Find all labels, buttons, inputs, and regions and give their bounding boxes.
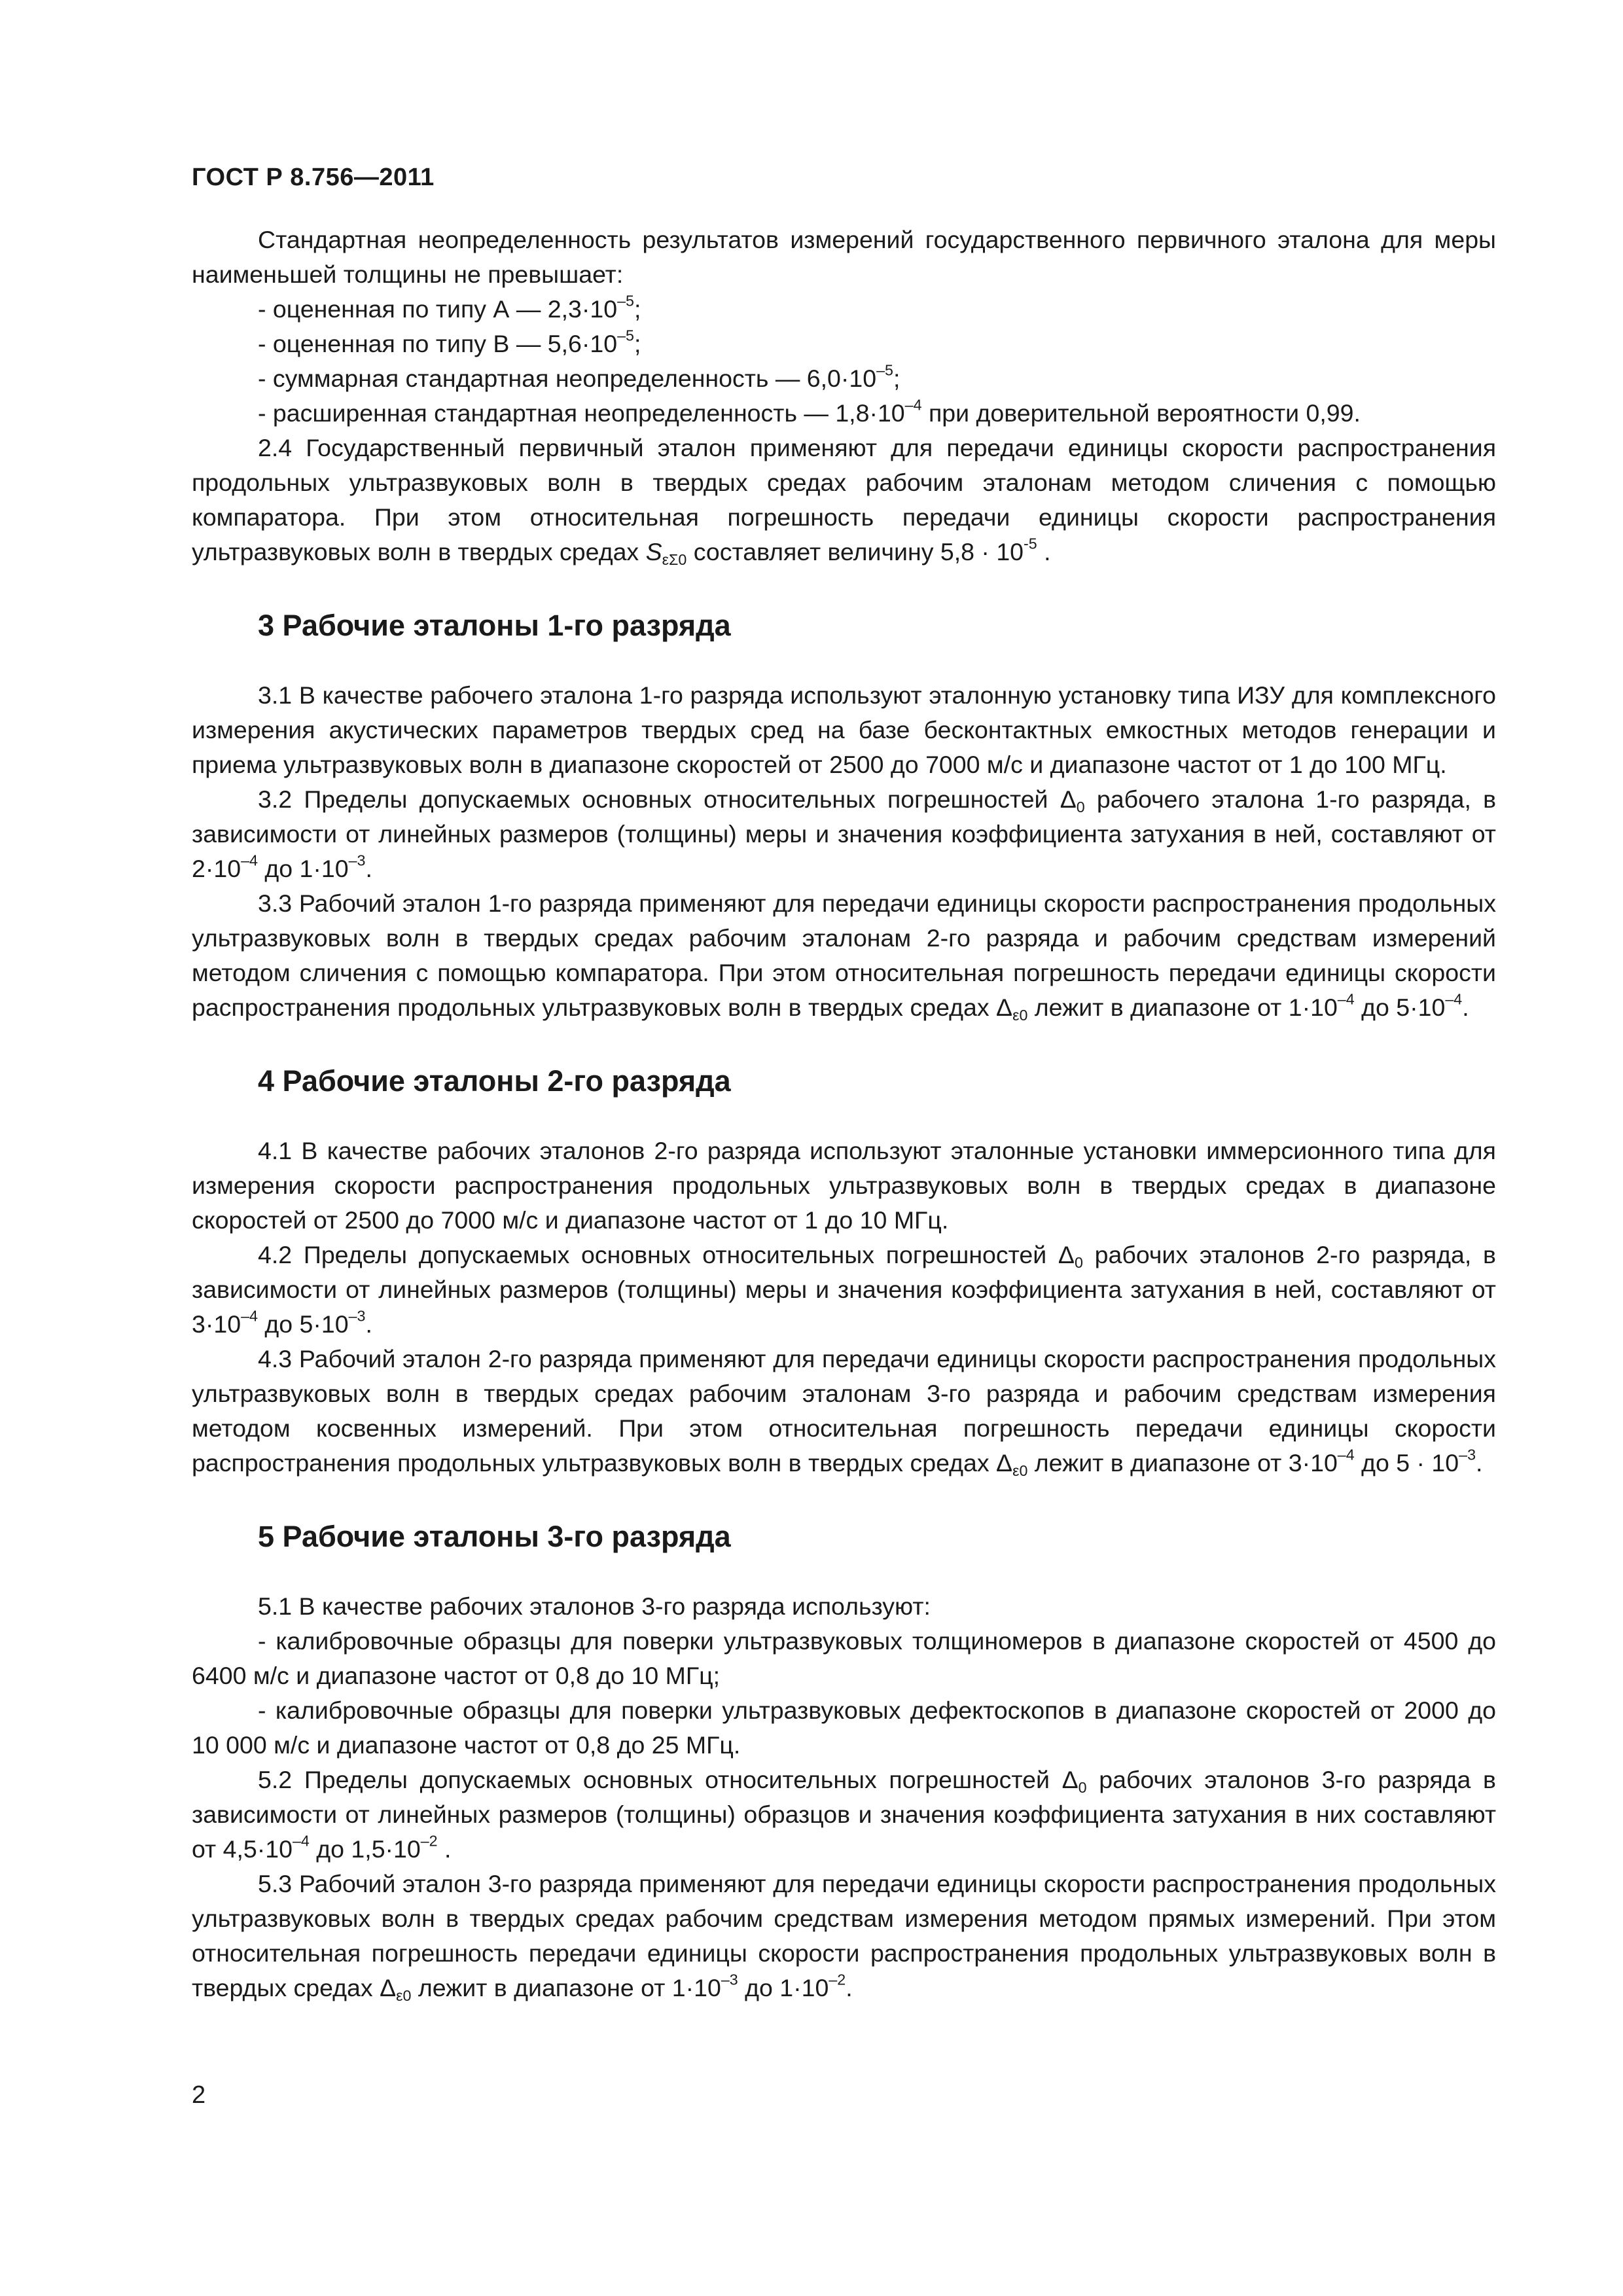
paragraph: 4.3 Рабочий эталон 2-го разряда применяют для передачи единицы скорости распространения продольных ультразвуковых волн в твердых средах рабочим эталонам 3-го разряда и рабочим средствам измерения методом косвенных измерений. При этом относительная погрешность передачи единицы скорости распространения продольных ультразвуковых волн в твердых средах $\Delta_{\varepsilon 0}$ лежит в диапазоне от $3\cdot 10^{-4}$ до $5 \cdot 10^{-3}$. [192,1345,1496,1479]
paragraph: 3.1 В качестве рабочего эталона 1-го разряда используют эталонную установку типа ИЗУ для комплексного измерения акустических параметров твердых сред на базе бесконтактных емкостных методов генерации и приема ультразвуковых волн в диапазоне скоростей от 2500 до 7000 м/с и диапазоне частот от 1 до 100 МГц. [192,681,1496,778]
list-item: - оцененная по типу В — $5,6\cdot 10^{-5}$; [258,327,641,357]
paragraph: 5.3 Рабочий эталон 3-го разряда применяют для передачи единицы скорости распространения продольных ультразвуковых волн в твердых средах рабочим средствам измерения методом прямых измерений. При этом относительная погрешность передачи единицы скорости распространения продольных ультразвуковых волн в твердых средах $\Delta_{\varepsilon 0}$ лежит в диапазоне от $1\cdot 10^{-3}$ до $1\cdot 10^{-2}$. [192,1870,1496,2004]
page-number: 2 [192,2081,206,2109]
list-item: - калибровочные образцы для поверки ультразвуковых толщиномеров в диапазоне скоростей от 4500 до 6400 м/с и диапазоне частот от 0,8 до 10 МГц; [192,1627,1496,1689]
paragraph: 3.3 Рабочий эталон 1-го разряда применяют для передачи единицы скорости распространения продольных ультразвуковых волн в твердых средах рабочим эталонам 2-го разряда и рабочим средствам измерений методом сличения с помощью компаратора. При этом относительная погрешность передачи единицы скорости распространения продольных ультразвуковых волн в твердых средах $\Delta_{\varepsilon 0}$ лежит в диапазоне от $1\cdot 10^{-4}$ до $5\cdot 10^{-4}$. [192,889,1496,1024]
list-item: - расширенная стандартная неопределенность — $1,8\cdot 10^{-4}$ при доверительной вероятности 0,99. [258,396,1361,427]
paragraph: 2.4 Государственный первичный эталон применяют для передачи единицы скорости распространения продольных ультразвуковых волн в твердых средах рабочим эталонам методом сличения с помощью компаратора. При этом относительная погрешность передачи единицы скорости распространения ультразвуковых волн в твердых средах $S_{\varepsilon\Sigma 0}$ составляет величину $5,8 \cdot 10^{-5}$ . [192,434,1496,568]
paragraph: 4.2 Пределы допускаемых основных относительных погрешностей $\Delta_0$ рабочих эталонов 2-го разряда, в зависимости от линейных размеров (толщины) меры и значения коэффициента затухания в ней, составляют от $3\cdot 10^{-4}$ до $5\cdot 10^{-3}$. [192,1241,1496,1338]
section-heading: 4 Рабочие эталоны 2-го разряда [258,1064,731,1098]
document-header: ГОСТ Р 8.756—2011 [192,164,435,191]
section-heading: 3 Рабочие эталоны 1-го разряда [258,609,731,642]
paragraph: 3.2 Пределы допускаемых основных относительных погрешностей $\Delta_0$ рабочего эталона 1-го разряда, в зависимости от линейных размеров (толщины) меры и значения коэффициента затухания в ней, составляют от $2\cdot 10^{-4}$ до $1\cdot 10^{-3}$. [192,785,1496,882]
paragraph: 5.1 В качестве рабочих эталонов 3-го разряда используют: [258,1592,931,1620]
list-item: - оцененная по типу А — $2,3\cdot 10^{-5}$; [258,292,641,323]
paragraph: Стандартная неопределенность результатов измерений государственного первичного эталона для меры наименьшей толщины не превышает: [192,226,1496,288]
section-heading: 5 Рабочие эталоны 3-го разряда [258,1520,731,1553]
paragraph: 5.2 Пределы допускаемых основных относительных погрешностей $\Delta_0$ рабочих эталонов 3-го разряда в зависимости от линейных размеров (толщины) образцов и значения коэффициента затухания в них составляют от $4,5\cdot 10^{-4}$ до $1,5\cdot 10^{-2}$ . [192,1766,1496,1863]
list-item: - суммарная стандартная неопределенность — $6,0\cdot 10^{-5}$; [258,361,901,392]
list-item: - калибровочные образцы для поверки ультразвуковых дефектоскопов в диапазоне скоростей от 2000 до 10 000 м/с и диапазоне частот от 0,8 до 25 МГц. [192,1696,1496,1759]
document-body [192,223,1496,2005]
paragraph: 4.1 В качестве рабочих эталонов 2-го разряда используют эталонные установки иммерсионного типа для измерения скорости распространения продольных ультразвуковых волн в твердых средах в диапазоне скоростей от 2500 до 7000 м/с и диапазоне частот от 1 до 10 МГц. [192,1137,1496,1234]
